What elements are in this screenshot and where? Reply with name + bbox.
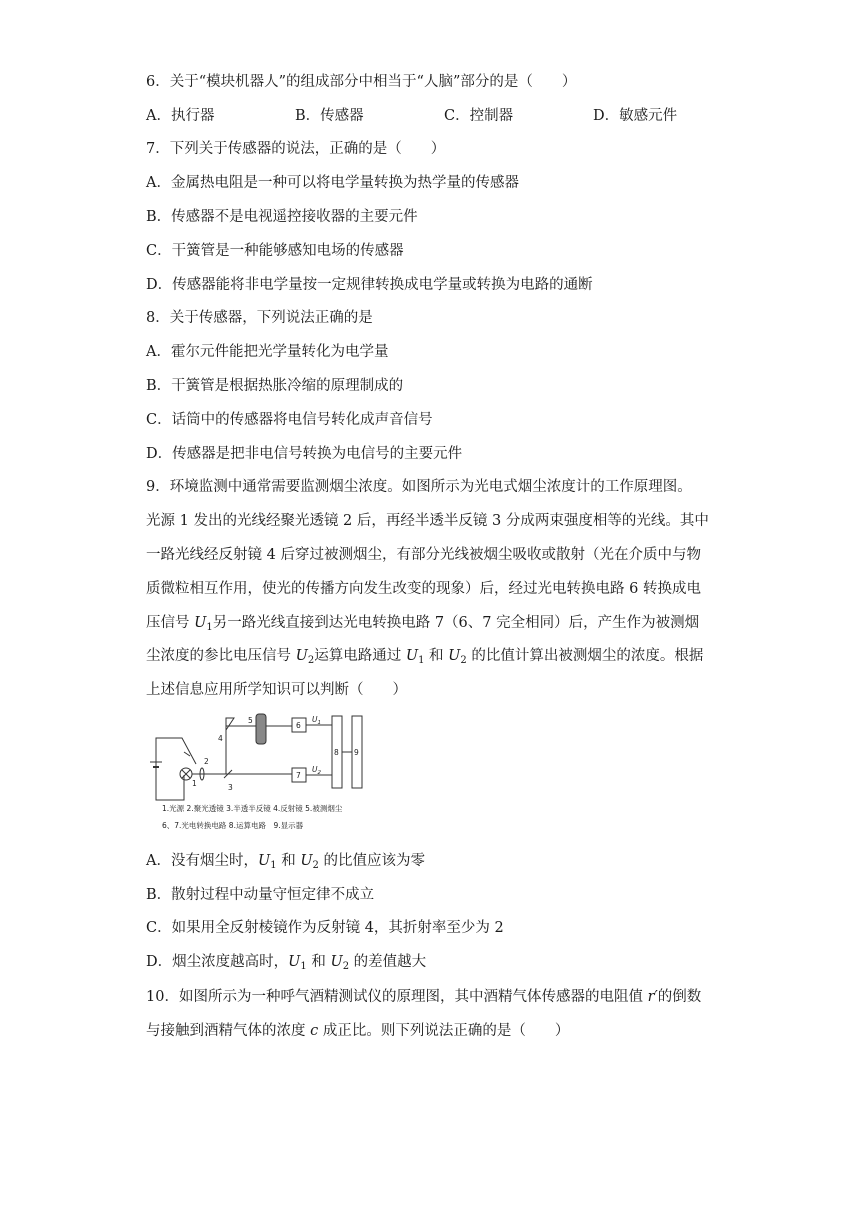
- switch-lever: [184, 752, 190, 756]
- q9-option-b: B．散射过程中动量守恒定律不成立: [146, 887, 375, 903]
- label-4: 4: [218, 734, 223, 743]
- label-9: 9: [354, 748, 359, 757]
- q9-option-c: C．如果用全反射棱镜作为反射镜 4，其折射率至少为 2: [146, 920, 504, 936]
- q10-line1-text-a: 10．如图所示为一种呼气酒精测试仪的原理图，其中酒精气体传感器的电阻值: [146, 989, 648, 1005]
- q8-option-b: B．干簧管是根据热胀冷缩的原理制成的: [146, 378, 404, 394]
- q9-line6-text-a: 尘浓度的参比电压信号: [146, 648, 296, 664]
- u1-symbol: U: [194, 615, 207, 631]
- q9-option-d-text-b: 和: [306, 954, 331, 970]
- u1-symbol: U: [288, 954, 301, 970]
- reflector-mirror: [226, 718, 234, 730]
- q9-stem-line-7: 上述信息应用所学知识可以判断（ ）: [146, 682, 407, 698]
- q9-stem-line-1: 9．环境监测中通常需要监测烟尘浓度。如图所示为光电式烟尘浓度计的工作原理图。: [146, 479, 692, 495]
- q10-line1-text-b: 的倒数: [657, 989, 702, 1005]
- q7-option-d: D．传感器能将非电学量按一定规律转换成电学量或转换为电路的通断: [146, 277, 593, 293]
- label-5: 5: [248, 716, 253, 725]
- q10-stem-line-2: [146, 1021, 569, 1041]
- q6-option-d: D．敏感元件: [593, 108, 678, 124]
- q6-option-c: C．控制器: [444, 108, 514, 124]
- u2-symbol: U: [300, 853, 313, 869]
- figure-legend-line-2: 6、7.光电转换电路 8.运算电路 9.显示器: [162, 821, 304, 830]
- q8-option-a: A．霍尔元件能把光学量转化为电学量: [146, 344, 389, 360]
- u2-subscript: 2: [342, 961, 350, 972]
- u1-subscript: 1: [418, 655, 425, 666]
- q6-option-b: B．传感器: [295, 108, 364, 124]
- label-8: 8: [334, 748, 339, 757]
- u2-subscript: 2: [460, 655, 467, 666]
- u2-symbol: U: [330, 954, 343, 970]
- u1-subscript: 1: [300, 961, 307, 972]
- q9-stem-line-3: 一路光线经反射镜 4 后穿过被测烟尘，有部分光线被烟尘吸收或散射（光在介质中与物: [146, 547, 701, 563]
- q8-stem: 8．关于传感器，下列说法正确的是: [146, 310, 373, 326]
- label-3: 3: [228, 783, 233, 792]
- q9-option-a-text-b: 和: [276, 853, 301, 869]
- q7-option-a: A．金属热电阻是一种可以将电学量转换为热学量的传感器: [146, 175, 519, 191]
- label-u2: $U_2$: [312, 765, 321, 776]
- u1-subscript: 1: [206, 622, 213, 633]
- q9-stem-line-5: [146, 613, 699, 633]
- u1-symbol: U: [257, 853, 271, 869]
- smoke-column: [256, 714, 266, 744]
- q9-option-d-text-a: D．烟尘浓度越高时，: [146, 954, 289, 970]
- q10-stem-line-1: [146, 987, 701, 1007]
- q9-line6-text-d: 的比值计算出被测烟尘的浓度。根据: [466, 648, 704, 664]
- q10-line2-text-b: 成正比。则下列说法正确的是（ ）: [318, 1023, 570, 1039]
- q9-option-d: [146, 952, 426, 972]
- label-u1: $U_1$: [312, 715, 321, 726]
- label-6: 6: [296, 721, 301, 730]
- u1-subscript: 1: [270, 860, 277, 871]
- q7-option-b: B．传感器不是电视遥控接收器的主要元件: [146, 209, 418, 225]
- q7-stem: 7．下列关于传感器的说法，正确的是（ ）: [146, 141, 446, 157]
- q9-stem-line-4: 质微粒相互作用，使光的传播方向发生改变的现象）后，经过光电转换电路 6 转换成电: [146, 581, 701, 597]
- q8-option-d: D．传感器是把非电信号转换为电信号的主要元件: [146, 446, 463, 462]
- figure-legend-line-1: 1.光源 2.聚光透镜 3.半透半反镜 4.反射镜 5.被测烟尘: [162, 804, 343, 813]
- u2-symbol: U: [448, 648, 461, 664]
- q9-option-a-text-a: A．没有烟尘时，: [146, 853, 258, 869]
- q9-option-a: [146, 851, 425, 871]
- q9-option-d-text-c: 的差值越大: [349, 954, 427, 970]
- q9-line5-text-b: 另一路光线直接到达光电转换电路 7（6、7 完全相同）后，产生作为被测烟: [212, 615, 700, 631]
- q7-option-c: C．干簧管是一种能够感知电场的传感器: [146, 243, 404, 259]
- concentration-symbol: c: [310, 1023, 319, 1039]
- q8-option-c: C．话筒中的传感器将电信号转化成声音信号: [146, 412, 433, 428]
- q10-line2-text-a: 与接触到酒精气体的浓度: [146, 1023, 311, 1039]
- label-2: 2: [204, 757, 209, 766]
- u2-subscript: 2: [312, 860, 319, 871]
- q9-line6-text-b: 运算电路通过: [314, 648, 406, 664]
- q9-line6-text-c: 和: [424, 648, 449, 664]
- q6-option-a: A．执行器: [146, 108, 215, 124]
- smoke-meter-diagram: [146, 712, 416, 836]
- resistance-symbol: r′: [647, 989, 658, 1005]
- u1-symbol: U: [405, 648, 419, 664]
- label-7: 7: [296, 771, 301, 780]
- label-1: 1: [192, 779, 197, 788]
- q9-line5-text-a: 压信号: [146, 615, 195, 631]
- q9-stem-line-6: [146, 646, 703, 666]
- u2-subscript: 2: [307, 655, 315, 666]
- q6-stem: 6．关于“模块机器人”的组成部分中相当于“人脑”部分的是（ ）: [146, 74, 577, 90]
- q9-option-a-text-c: 的比值应该为零: [318, 853, 426, 869]
- q9-stem-line-2: 光源 1 发出的光线经聚光透镜 2 后，再经半透半反镜 3 分成两束强度相等的光线。其中: [146, 513, 709, 529]
- u2-symbol: U: [295, 648, 308, 664]
